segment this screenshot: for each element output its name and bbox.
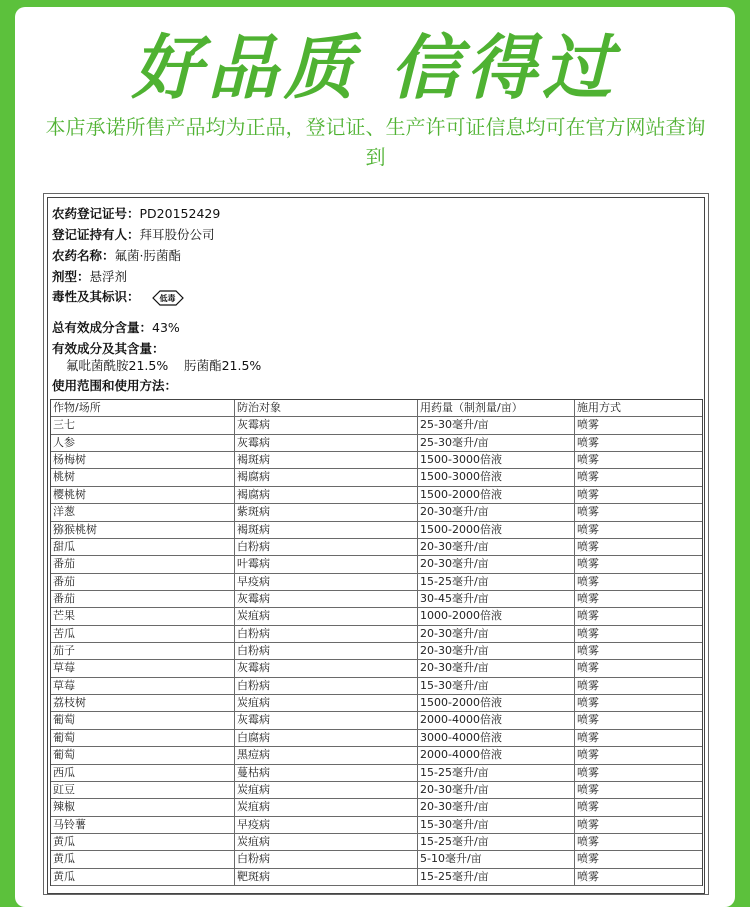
cell-target: 白粉病 — [234, 626, 417, 642]
cell-crop: 甜瓜 — [53, 539, 75, 553]
cell-target: 炭疽病 — [234, 799, 417, 815]
cell-target: 灰霉病 — [234, 435, 417, 451]
cell-crop: 辣椒 — [53, 800, 75, 814]
low-toxicity-badge-icon — [152, 290, 184, 306]
cell-method: 喷雾 — [574, 417, 702, 433]
table-row — [51, 556, 702, 573]
cell-method: 喷雾 — [574, 522, 702, 538]
holder-line — [52, 227, 215, 243]
table-row — [51, 522, 702, 539]
cell-crop: 黄瓜 — [53, 834, 75, 848]
header-method: 施用方式 — [574, 400, 702, 416]
cell-method: 喷雾 — [574, 834, 702, 850]
cell-method: 喷雾 — [574, 712, 702, 728]
cell-crop: 葡萄 — [53, 713, 75, 727]
cell-target: 早疫病 — [234, 817, 417, 833]
registration-number-line — [52, 206, 220, 222]
table-row — [51, 799, 702, 816]
table-row — [51, 435, 702, 452]
cell-dosage: 3000-4000倍液 — [417, 730, 574, 746]
table-row — [51, 469, 702, 486]
cell-target: 灰霉病 — [234, 591, 417, 607]
cell-method: 喷雾 — [574, 608, 702, 624]
cell-target: 灰霉病 — [234, 712, 417, 728]
subtitle: 本店承诺所售产品均为正品，登记证、生产许可证信息均可在官方网站查询到 — [45, 115, 706, 169]
cell-method: 喷雾 — [574, 591, 702, 607]
cell-method: 喷雾 — [574, 435, 702, 451]
cell-target: 褐腐病 — [234, 487, 417, 503]
table-row — [51, 747, 702, 764]
table-row — [51, 817, 702, 834]
cell-dosage: 30-45毫升/亩 — [417, 591, 574, 607]
cell-method: 喷雾 — [574, 817, 702, 833]
cell-crop: 草莓 — [53, 661, 75, 675]
usage-label: 使用范围和使用方法： — [52, 378, 178, 393]
certificate-inner-frame — [47, 197, 705, 894]
toxicity-line — [52, 289, 184, 306]
cell-dosage: 15-30毫升/亩 — [417, 817, 574, 833]
cell-dosage: 20-30毫升/亩 — [417, 556, 574, 572]
header-crop: 作物/场所 — [53, 401, 101, 414]
cell-dosage: 20-30毫升/亩 — [417, 799, 574, 815]
cell-crop: 豇豆 — [53, 782, 75, 796]
table-row — [51, 487, 702, 504]
total-content-line — [52, 320, 180, 336]
cell-target: 白粉病 — [234, 851, 417, 867]
cell-crop: 芒果 — [53, 609, 75, 623]
cell-crop: 洋葱 — [53, 505, 75, 519]
cell-target: 白腐病 — [234, 730, 417, 746]
cell-target: 白粉病 — [234, 643, 417, 659]
cell-dosage: 15-25毫升/亩 — [417, 574, 574, 590]
cell-method: 喷雾 — [574, 643, 702, 659]
table-row — [51, 782, 702, 799]
cell-crop: 三七 — [53, 418, 75, 432]
cell-crop: 葡萄 — [53, 748, 75, 762]
formulation-line — [52, 269, 127, 285]
cell-method: 喷雾 — [574, 782, 702, 798]
cell-dosage: 1000-2000倍液 — [417, 608, 574, 624]
table-row — [51, 660, 702, 677]
table-row — [51, 695, 702, 712]
cell-target: 黑痘病 — [234, 747, 417, 763]
table-header-row — [51, 400, 702, 417]
cell-target: 白粉病 — [234, 539, 417, 555]
cell-dosage: 25-30毫升/亩 — [417, 417, 574, 433]
cell-method: 喷雾 — [574, 799, 702, 815]
cell-crop: 马铃薯 — [53, 817, 86, 831]
cell-method: 喷雾 — [574, 730, 702, 746]
table-row — [51, 504, 702, 521]
table-row — [51, 730, 702, 747]
cell-target: 炭疽病 — [234, 834, 417, 850]
cell-dosage: 1500-2000倍液 — [417, 695, 574, 711]
table-row — [51, 851, 702, 868]
cell-target: 蔓枯病 — [234, 765, 417, 781]
cell-method: 喷雾 — [574, 765, 702, 781]
cell-method: 喷雾 — [574, 678, 702, 694]
cell-dosage: 25-30毫升/亩 — [417, 435, 574, 451]
cell-target: 灰霉病 — [234, 660, 417, 676]
cell-target: 褐腐病 — [234, 469, 417, 485]
cell-dosage: 20-30毫升/亩 — [417, 504, 574, 520]
cell-target: 褐斑病 — [234, 452, 417, 468]
header-dosage: 用药量（制剂量/亩） — [417, 400, 574, 416]
cell-method: 喷雾 — [574, 574, 702, 590]
cell-crop: 葡萄 — [53, 730, 75, 744]
formulation: 悬浮剂 — [89, 269, 128, 284]
pesticide-name: 氟菌·肟菌酯 — [114, 248, 181, 263]
cell-method: 喷雾 — [574, 869, 702, 885]
cell-dosage: 1500-2000倍液 — [417, 487, 574, 503]
ingredients: 氟吡菌酰胺21.5% 肟菌酯21.5% — [66, 358, 262, 373]
cell-dosage: 2000-4000倍液 — [417, 712, 574, 728]
ingredients-label-line — [52, 341, 165, 357]
cell-dosage: 15-30毫升/亩 — [417, 678, 574, 694]
registration-number-label: 农药登记证号： — [52, 206, 140, 221]
cell-target: 炭疽病 — [234, 782, 417, 798]
cell-target: 白粉病 — [234, 678, 417, 694]
cell-method: 喷雾 — [574, 487, 702, 503]
cell-crop: 黄瓜 — [53, 869, 75, 883]
table-row — [51, 417, 702, 434]
cell-crop: 樱桃树 — [53, 487, 86, 501]
usage-table — [50, 399, 703, 886]
header-target: 防治对象 — [234, 400, 417, 416]
table-row — [51, 712, 702, 729]
cell-dosage: 15-25毫升/亩 — [417, 869, 574, 885]
table-row — [51, 574, 702, 591]
toxicity-label: 毒性及其标识： — [52, 289, 140, 304]
cell-crop: 黄瓜 — [53, 852, 75, 866]
formulation-label: 剂型： — [52, 269, 90, 284]
cell-crop: 番茄 — [53, 574, 75, 588]
certificate-panel — [43, 193, 709, 895]
pesticide-name-label: 农药名称： — [52, 248, 115, 263]
cell-method: 喷雾 — [574, 556, 702, 572]
cell-dosage: 20-30毫升/亩 — [417, 626, 574, 642]
table-row — [51, 643, 702, 660]
table-row — [51, 834, 702, 851]
table-row — [51, 608, 702, 625]
cell-target: 褐斑病 — [234, 522, 417, 538]
table-row — [51, 678, 702, 695]
cell-crop: 番茄 — [53, 557, 75, 571]
cell-target: 炭疽病 — [234, 695, 417, 711]
cell-crop: 草莓 — [53, 678, 75, 692]
cell-crop: 番茄 — [53, 591, 75, 605]
total-content-label: 总有效成分含量： — [52, 320, 153, 335]
cell-method: 喷雾 — [574, 452, 702, 468]
toxicity-badge-text: 低毒 — [159, 293, 176, 303]
cell-dosage: 20-30毫升/亩 — [417, 643, 574, 659]
holder-label: 登记证持有人： — [52, 227, 140, 242]
ingredients-label: 有效成分及其含量： — [52, 341, 165, 356]
cell-target: 炭疽病 — [234, 608, 417, 624]
cell-dosage: 2000-4000倍液 — [417, 747, 574, 763]
cell-method: 喷雾 — [574, 504, 702, 520]
cell-dosage: 15-25毫升/亩 — [417, 765, 574, 781]
cell-method: 喷雾 — [574, 539, 702, 555]
usage-label-line — [52, 378, 177, 394]
cell-target: 紫斑病 — [234, 504, 417, 520]
table-row — [51, 869, 702, 886]
table-row — [51, 765, 702, 782]
headline: 好品质 信得过 — [131, 27, 619, 109]
table-row — [51, 539, 702, 556]
cell-target: 靶斑病 — [234, 869, 417, 885]
cell-crop: 西瓜 — [53, 765, 75, 779]
cell-crop: 荔枝树 — [53, 696, 86, 710]
cell-crop: 人参 — [53, 435, 75, 449]
cell-dosage: 15-25毫升/亩 — [417, 834, 574, 850]
cell-method: 喷雾 — [574, 695, 702, 711]
cell-method: 喷雾 — [574, 660, 702, 676]
cell-method: 喷雾 — [574, 469, 702, 485]
registration-number: PD20152429 — [139, 206, 221, 221]
cell-crop: 茄子 — [53, 644, 75, 658]
table-row — [51, 452, 702, 469]
cell-target: 早疫病 — [234, 574, 417, 590]
cell-dosage: 20-30毫升/亩 — [417, 782, 574, 798]
holder-name: 拜耳股份公司 — [139, 227, 215, 242]
table-row — [51, 591, 702, 608]
cell-target: 灰霉病 — [234, 417, 417, 433]
cell-method: 喷雾 — [574, 851, 702, 867]
cell-dosage: 20-30毫升/亩 — [417, 660, 574, 676]
cell-target: 叶霉病 — [234, 556, 417, 572]
cell-method: 喷雾 — [574, 747, 702, 763]
cell-dosage: 20-30毫升/亩 — [417, 539, 574, 555]
cell-dosage: 1500-2000倍液 — [417, 522, 574, 538]
cell-crop: 苦瓜 — [53, 626, 75, 640]
cell-crop: 杨梅树 — [53, 453, 86, 467]
cell-crop: 桃树 — [53, 470, 75, 484]
pesticide-name-line — [52, 248, 181, 264]
cell-method: 喷雾 — [574, 626, 702, 642]
cell-dosage: 1500-3000倍液 — [417, 469, 574, 485]
table-row — [51, 626, 702, 643]
cell-dosage: 5-10毫升/亩 — [417, 851, 574, 867]
cell-crop: 猕猴桃树 — [53, 522, 97, 536]
total-content: 43% — [152, 320, 180, 335]
cell-dosage: 1500-3000倍液 — [417, 452, 574, 468]
